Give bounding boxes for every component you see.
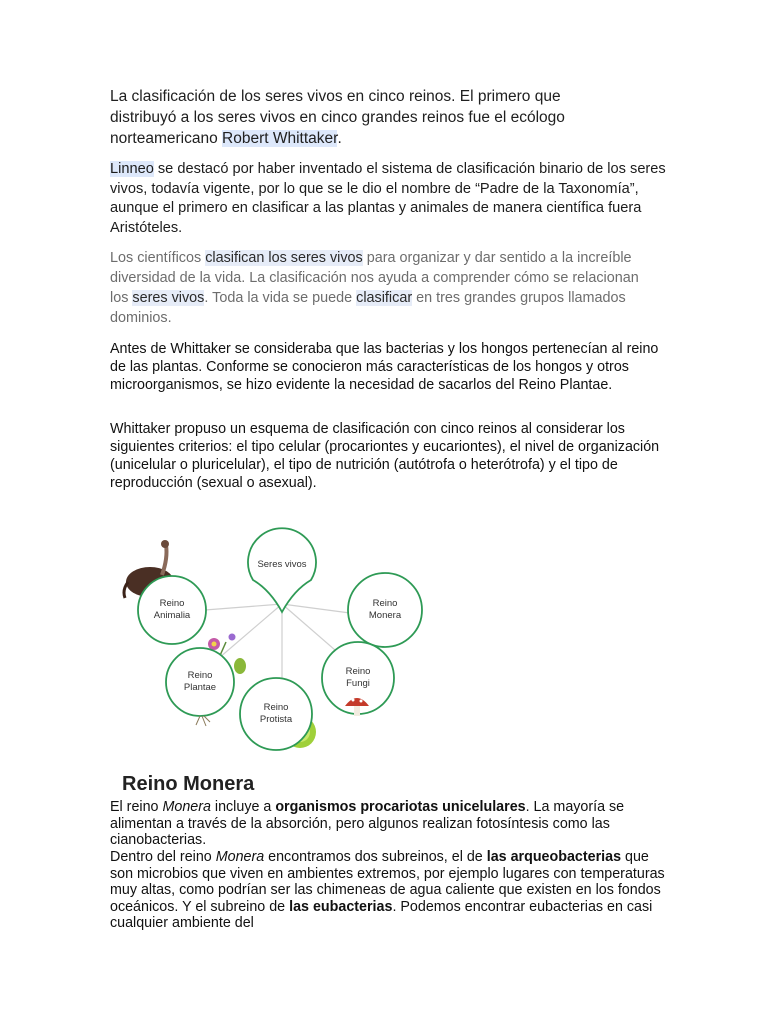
fungi-label-2: Fungi <box>346 678 370 689</box>
monera-label-1: Reino <box>372 598 398 609</box>
node-plantae[interactable] <box>166 648 234 726</box>
monera-p2-a: Dentro del reino <box>110 849 216 865</box>
intro-text: La clasificación de los seres vivos en cinco reinos. El primero que distribuyó a los seres vivos en cinco grandes reinos fue el ecólogo norteamericano <box>110 88 565 147</box>
monera-label-2: Monera <box>368 610 402 621</box>
animalia-label-2: Animalia <box>153 610 191 621</box>
animalia-label-1: Reino <box>159 598 185 609</box>
cientificos-text-2: para organizar y dar sentido a la increíble diversidad de la vida. La clasificación nos ayuda a comprender cómo se relacionan los <box>110 250 639 306</box>
monera-p2-d: . Podemos encontrar eubacterias en casi cualquier ambiente del <box>110 898 653 932</box>
monera-p1-c: . La mayoría se alimentan a través de la absorción, pero algunos realizan fotosíntesis como las cianobacterias. <box>110 799 625 849</box>
monera-heading: Reino Monera <box>122 773 255 795</box>
monera-p2-italic: Monera <box>215 849 265 865</box>
monera-p2-bold-1: las arqueobacterias <box>486 849 622 865</box>
center-label: Seres vivos <box>257 559 307 570</box>
whittaker-paragraph: Whittaker propuso un esquema de clasificación con cinco reinos al considerar los siguientes criterios: el tipo celular (procariontes y eucariontes), el nivel de organización (unicelular o pluricelular), el tipo de nutrición (autótrofa o heterótrofa) y el tipo de reproducción (sexual o asexual). <box>110 421 660 491</box>
node-animalia[interactable] <box>138 576 206 644</box>
intro-paragraph <box>110 86 630 149</box>
link-seres-vivos[interactable]: seres vivos <box>132 290 205 306</box>
plantae-label-2: Plantae <box>183 682 217 693</box>
linneo-text: se destacó por haber inventado el sistema de clasificación binario de los seres vivos, todavía vigente, por lo que se le dio el nombre de “Padre de la Taxonomía”, aunque el primero en clasificar a las plantas y animales de manera científica fuera Aristóteles. <box>110 161 666 236</box>
monera-p2-c: que son microbios que viven en ambientes extremos, por ejemplo lugares con temperaturas muy altas, como podrían ser las chimeneas de agua caliente que existen en los fondos oceánicos. Y el subreino de <box>110 849 665 915</box>
monera-paragraph-1 <box>110 799 670 849</box>
node-monera[interactable] <box>348 573 422 647</box>
protista-label-2: Protista <box>259 714 293 725</box>
monera-p1-italic: Monera <box>162 799 211 815</box>
plantae-label-1: Reino <box>187 670 213 681</box>
cientificos-paragraph <box>110 248 650 328</box>
monera-p1-b: incluye a <box>210 799 276 815</box>
cientificos-text-4: en tres grandes grupos llamados dominios. <box>110 290 626 326</box>
protista-label-1: Reino <box>263 702 289 713</box>
fungi-label-1: Reino <box>345 666 371 677</box>
link-clasifican[interactable]: clasifican los seres vivos <box>205 250 363 266</box>
cientificos-text-1: Los científicos <box>110 250 206 266</box>
intro-end: . <box>337 130 342 147</box>
linneo-highlight[interactable]: Linneo <box>110 161 154 177</box>
node-protista[interactable] <box>240 678 312 750</box>
monera-paragraph-2 <box>110 849 670 932</box>
monera-p1-bold: organismos procariotas unicelulares <box>275 799 526 815</box>
monera-p2-b: encontramos dos subreinos, el de <box>264 849 487 865</box>
link-clasificar[interactable]: clasificar <box>356 290 413 306</box>
node-seres-vivos[interactable] <box>248 528 316 612</box>
monera-p1-a: El reino <box>110 799 163 815</box>
cientificos-text-3: . Toda la vida se puede <box>204 290 357 306</box>
antes-paragraph: Antes de Whittaker se consideraba que las bacterias y los hongos pertenecían al reino de las plantas. Conforme se conocieron más características de los hongos y otros microorganismos, se hizo evidente la necesidad de sacarlos del Reino Plantae. <box>110 341 659 393</box>
linneo-paragraph <box>110 160 670 238</box>
five-kingdoms-diagram <box>110 520 450 770</box>
monera-p2-bold-2: las eubacterias <box>289 898 393 915</box>
whittaker-highlight[interactable]: Robert Whittaker <box>222 130 338 147</box>
